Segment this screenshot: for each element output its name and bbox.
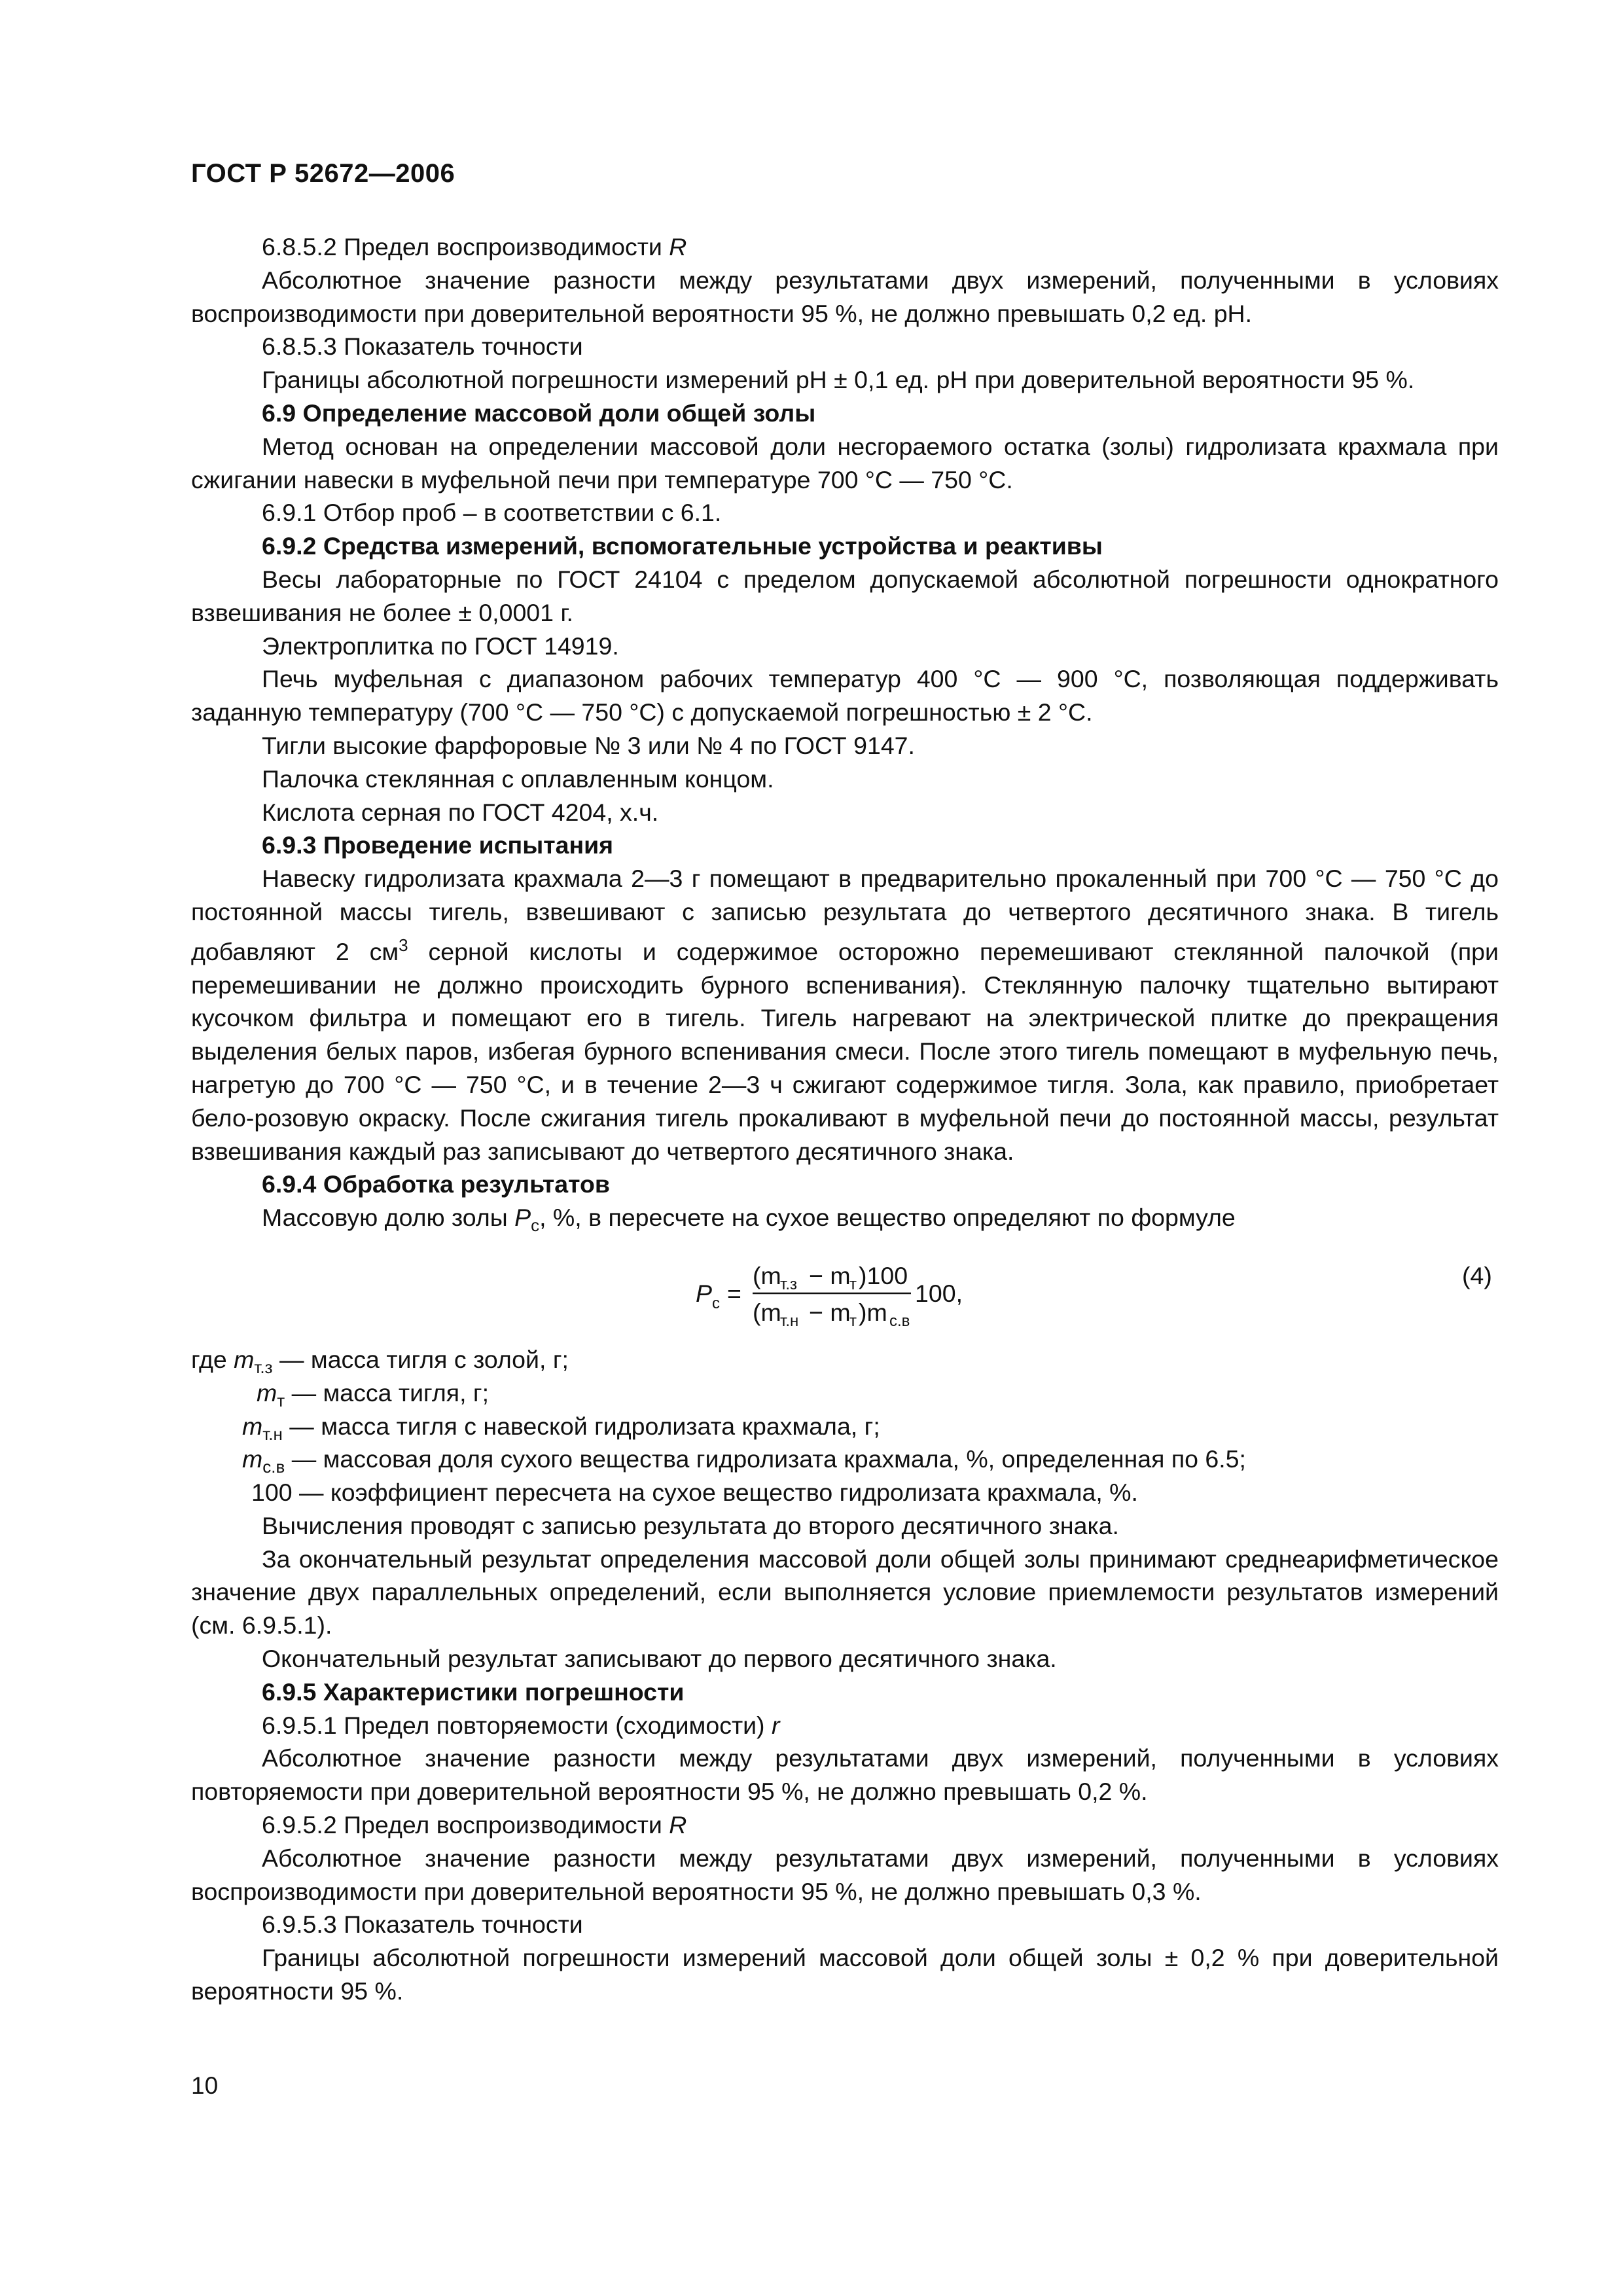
- clause-text: 6.9.5.2 Предел воспроизводимости: [262, 1811, 669, 1839]
- definition: — масса тигля с золой, г;: [272, 1345, 569, 1373]
- clause-6-9-5-1-title: [191, 1709, 1499, 1742]
- where-row: [191, 1443, 1499, 1476]
- numerator-open: (m: [753, 1261, 781, 1289]
- document-header: ГОСТ Р 52672—2006: [191, 159, 455, 188]
- paragraph-procedure: [191, 862, 1499, 1168]
- clause-6-9-5-3-title: 6.9.5.3 Показатель точности: [262, 1910, 583, 1939]
- clause-text: 6.9.5.1 Предел повторяемости (сходимости): [262, 1711, 772, 1739]
- variable: P: [514, 1204, 531, 1232]
- clause-6-8-5-3-title: 6.8.5.3 Показатель точности: [262, 332, 583, 361]
- denominator-sub1: т.н: [780, 1312, 799, 1330]
- formula-4: [191, 1246, 1499, 1338]
- definition: 100 — коэффициент пересчета на сухое вещество гидролизата крахмала, %.: [251, 1479, 1138, 1507]
- definition: — масса тигля, г;: [285, 1378, 490, 1407]
- paragraph: 6.9.1 Отбор проб – в соответствии с 6.1.: [262, 499, 722, 527]
- variable: r: [771, 1711, 780, 1739]
- formula-tail: 100,: [915, 1279, 963, 1307]
- paragraph: Палочка стеклянная с оплавленным концом.: [262, 764, 774, 793]
- where-label: где: [191, 1345, 234, 1373]
- denominator-mid: )m: [859, 1298, 887, 1326]
- numerator-sub2: т: [849, 1275, 857, 1293]
- paragraph: За окончательный результат определения массовой доли общей золы принимают среднеарифметическое значение двух параллельных определений, если выполняется условие приемлемости результатов измерений (см. 6.9.5.1).: [191, 1545, 1499, 1640]
- section-6-9-heading: 6.9 Определение массовой доли общей золы: [262, 399, 816, 427]
- paragraph: Тигли высокие фарфоровые № 3 или № 4 по ГОСТ 9147.: [262, 731, 915, 759]
- paragraph: Метод основан на определении массовой доли несгораемого остатка (золы) гидролизата крахмала при сжигании навески в муфельной печи при температуре 700 °С — 750 °С.: [191, 432, 1499, 493]
- variable: m: [257, 1378, 277, 1407]
- paragraph: Электроплитка по ГОСТ 14919.: [262, 632, 619, 660]
- numerator-sub1: т.з: [780, 1275, 798, 1293]
- numerator-minus: − m: [809, 1261, 851, 1289]
- paragraph: [191, 1201, 1499, 1242]
- formula-number: (4): [1462, 1261, 1492, 1289]
- document-body: [191, 230, 1499, 2008]
- paragraph: Абсолютное значение разности между результатами двух измерений, полученными в условиях воспроизводимости при доверительной вероятности 95 %, не должно превышать 0,2 ед. pH.: [191, 266, 1499, 327]
- where-row: [191, 1376, 1499, 1410]
- clause-6-9-5-2-title: [191, 1808, 1499, 1842]
- procedure-text-b: серной кислоты и содержимое осторожно перемешивают стеклянной палочкой (при перемешивании не должно происходить бурного вспенивания). Стеклянную палочку тщательно вытирают кусочком фильтра и помещают его в тигель. Тигель нагревают на электрической плитке до прекращения выделения белых паров, избегая бурного вспенивания смеси. После этого тигель помещают в муфельную печь, нагретую до 700 °С — 750 °С, и в течение 2—3 ч сжигают содержимое тигля. Зола, как правило, приобретает бело-розовую окраску. После сжигания тигель прокаливают в муфельной печи до постоянной массы, результат взвешивания каждый раз записывают до четвертого десятичного знака.: [191, 937, 1499, 1165]
- page-number: 10: [191, 2072, 219, 2099]
- denominator-minus: − m: [809, 1298, 851, 1326]
- formula-svg: [191, 1246, 1499, 1338]
- denominator-sub3: с.в: [889, 1312, 910, 1330]
- superscript: 3: [399, 935, 408, 955]
- paragraph: Кислота серная по ГОСТ 4204, х.ч.: [262, 798, 659, 826]
- where-row: [191, 1476, 1499, 1509]
- subscript: т.н: [262, 1424, 283, 1444]
- variable: R: [669, 1811, 687, 1839]
- subscript: с: [531, 1215, 540, 1236]
- clause-6-8-5-2-title: 6.8.5.2 Предел воспроизводимости R: [262, 233, 687, 260]
- formula-intro-b: , %, в пересчете на сухое вещество определяют по формуле: [539, 1204, 1236, 1232]
- variable: m: [242, 1412, 263, 1440]
- definition: — масса тигля с навеской гидролизата крахмала, г;: [282, 1412, 880, 1440]
- variable: m: [234, 1345, 255, 1373]
- formula-equals: =: [727, 1279, 741, 1307]
- paragraph: Границы абсолютной погрешности измерений массовой доли общей золы ± 0,2 % при доверительной вероятности 95 %.: [191, 1944, 1499, 2005]
- subscript: т.з: [254, 1357, 273, 1377]
- section-6-9-3-heading: 6.9.3 Проведение испытания: [262, 831, 614, 859]
- section-6-9-2-heading: 6.9.2 Средства измерений, вспомогательные устройства и реактивы: [262, 532, 1103, 560]
- procedure-text-a: Навеску гидролизата крахмала 2—3 г помещают в предварительно прокаленный при 700 °С — 750 °С до постоянной массы тигель, взвешивают с записью результата до четвертого десятичного знака. В тигель добавляют 2 см: [191, 865, 1499, 965]
- numerator-tail: )100: [859, 1261, 908, 1289]
- formula-intro-a: Массовую долю золы: [262, 1204, 515, 1232]
- subscript: с.в: [262, 1457, 285, 1477]
- formula-lhs-sub: с: [712, 1294, 720, 1312]
- section-6-9-5-heading: 6.9.5 Характеристики погрешности: [262, 1677, 685, 1706]
- paragraph: Окончательный результат записывают до первого десятичного знака.: [262, 1645, 1057, 1673]
- section-6-9-4-heading: 6.9.4 Обработка результатов: [262, 1170, 610, 1198]
- paragraph: Весы лабораторные по ГОСТ 24104 с пределом допускаемой абсолютной погрешности однократного взвешивания не более ± 0,0001 г.: [191, 565, 1499, 626]
- definition: — массовая доля сухого вещества гидролизата крахмала, %, определенная по 6.5;: [285, 1445, 1246, 1473]
- where-list: [191, 1343, 1499, 1509]
- denominator-sub2: т: [849, 1312, 857, 1330]
- variable: m: [242, 1445, 263, 1473]
- where-row: [191, 1410, 1499, 1443]
- paragraph: Границы абсолютной погрешности измерений pH ± 0,1 ед. pH при доверительной вероятности 95 %.: [262, 366, 1415, 394]
- subscript: т: [277, 1390, 285, 1410]
- paragraph: Абсолютное значение разности между результатами двух измерений, полученными в условиях повторяемости при доверительной вероятности 95 %, не должно превышать 0,2 %.: [191, 1744, 1499, 1806]
- paragraph: Вычисления проводят с записью результата до второго десятичного знака.: [262, 1511, 1119, 1539]
- paragraph: Абсолютное значение разности между результатами двух измерений, полученными в условиях воспроизводимости при доверительной вероятности 95 %, не должно превышать 0,3 %.: [191, 1844, 1499, 1905]
- where-row: [191, 1343, 1499, 1376]
- formula-lhs: P: [696, 1279, 713, 1307]
- denominator-open: (m: [753, 1298, 781, 1326]
- paragraph: Печь муфельная с диапазоном рабочих температур 400 °С — 900 °С, позволяющая поддерживать заданную температуру (700 °С — 750 °С) с допускаемой погрешностью ± 2 °С.: [191, 665, 1499, 726]
